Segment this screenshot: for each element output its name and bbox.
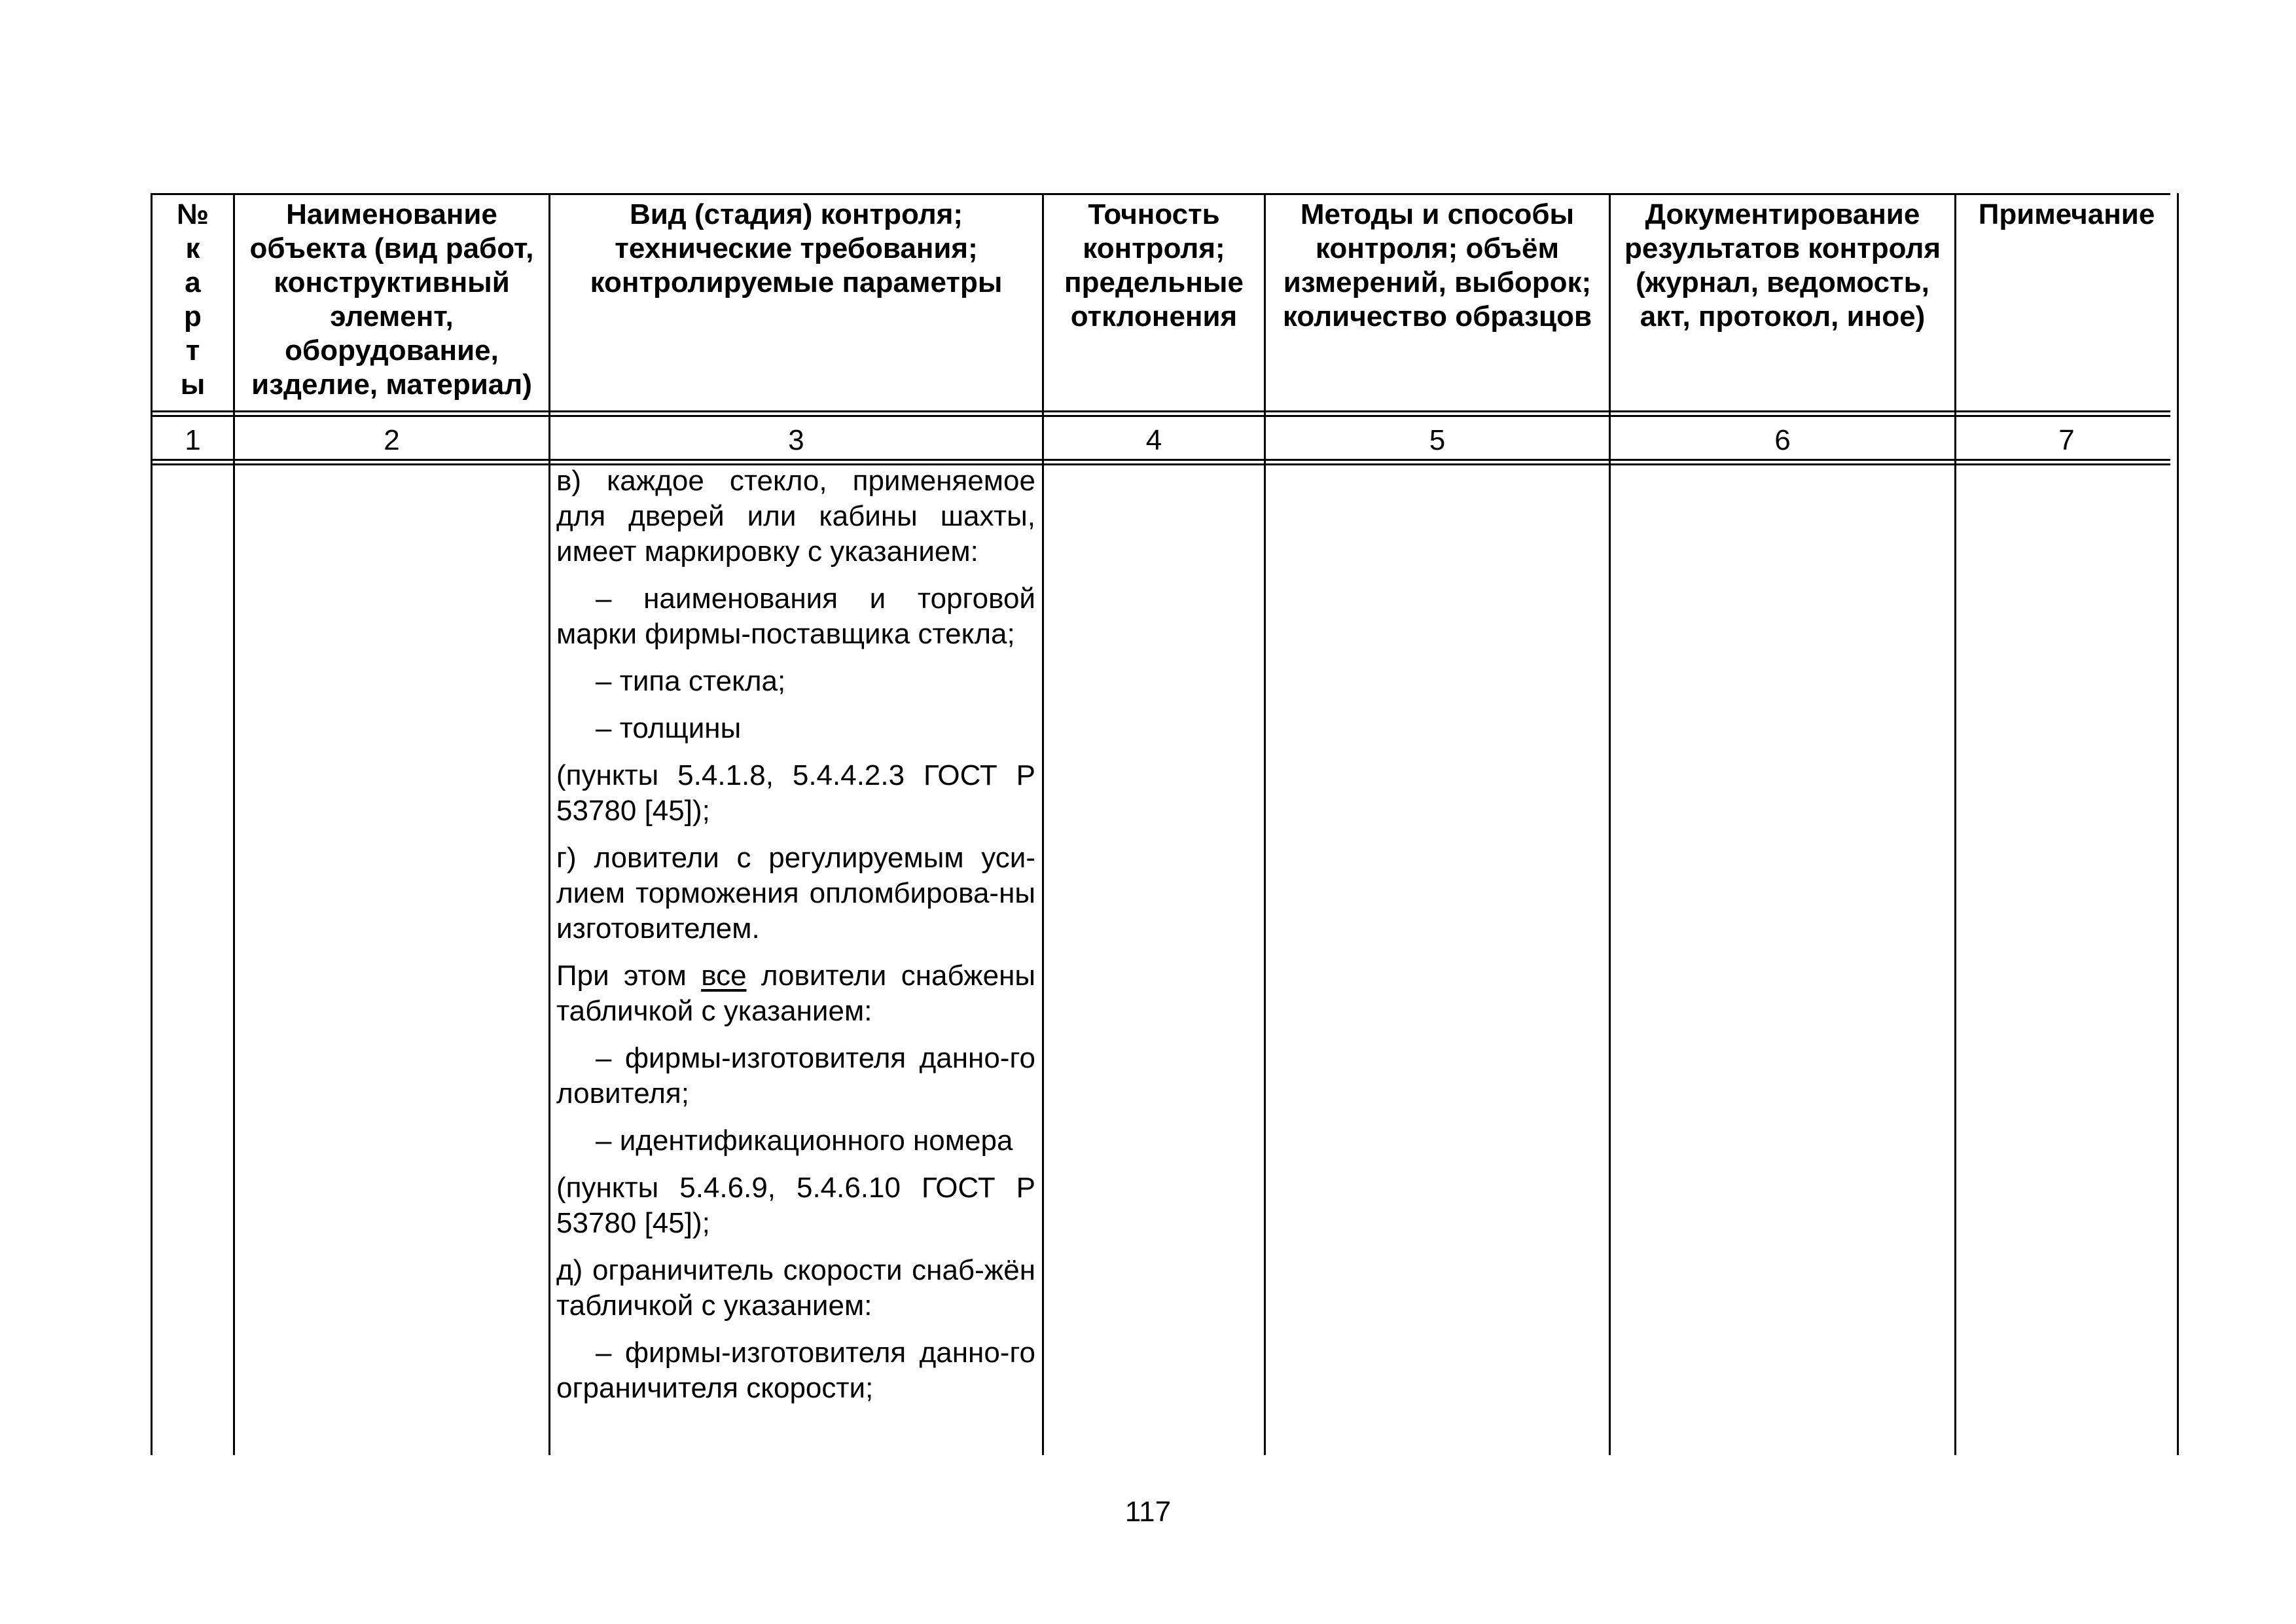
header-documentation: Документирование результатов контроля (журнал, ведомость, акт, протокол, иное) — [1624, 198, 1941, 333]
list-item-identification-number: – идентификационного номера — [596, 1125, 1013, 1157]
header-control-type: Вид (стадия) контроля; технические требования; контролируемые параметры — [590, 198, 1003, 298]
column-divider-5-6 — [1609, 193, 1611, 1455]
column-number-4: 4 — [1145, 424, 1162, 456]
list-item-thickness: – толщины — [596, 712, 742, 744]
list-item-manufacturer-safety-gear: – фирмы-изготовителя данно-го ловителя; — [556, 1042, 1035, 1110]
number-row-divider-1 — [151, 459, 2170, 461]
header-divider-2 — [151, 415, 2170, 417]
paragraph-speed-limiter: д) ограничитель скорости снаб-жён табличкой с указанием: — [556, 1254, 1035, 1322]
paragraph-glass-marking: в) каждое стекло, применяемое для дверей или кабины шахты, имеет маркировку с указанием: — [556, 465, 1035, 568]
paragraph-safety-gear-plate — [556, 958, 1035, 1029]
text-segment: ловители снабжены табличкой с указанием: — [556, 960, 1035, 1027]
paragraph-reference-1: (пункты 5.4.1.8, 5.4.4.2.3 ГОСТ Р 53780 [45]); — [556, 759, 1035, 827]
column-number-3: 3 — [788, 424, 804, 456]
header-note: Примечание — [1978, 198, 2155, 230]
header-accuracy: Точность контроля; предельные отклонения — [1064, 198, 1244, 333]
paragraph-reference-2: (пункты 5.4.6.9, 5.4.6.10 ГОСТ Р 53780 [45]); — [556, 1172, 1035, 1239]
list-item-supplier-name: – наименования и торговой марки фирмы-поставщика стекла; — [556, 583, 1035, 650]
header-object-name: Наименование объекта (вид работ, конструктивный элемент, оборудование, изделие, материал) — [249, 198, 534, 401]
column-divider-2-3 — [548, 193, 550, 1455]
list-item-manufacturer-speed-limiter: – фирмы-изготовителя данно-го ограничителя скорости; — [556, 1337, 1035, 1404]
table-top-border — [151, 193, 2170, 195]
paragraph-safety-gear: г) ловители с регулируемым уси-лием торможения опломбирова-ны изготовителем. — [556, 842, 1035, 945]
list-item-glass-type: – типа стекла; — [596, 665, 786, 697]
column-number-5: 5 — [1429, 424, 1446, 456]
column-number-2: 2 — [384, 424, 400, 456]
header-card-number: № к а р т ы — [176, 198, 209, 401]
column-number-1: 1 — [185, 424, 201, 456]
table-right-border — [2177, 193, 2179, 1455]
column-number-6: 6 — [1774, 424, 1791, 456]
column-number-7: 7 — [2058, 424, 2075, 456]
column-divider-6-7 — [1954, 193, 1956, 1455]
underlined-word: все — [701, 960, 747, 992]
text-segment: При этом — [556, 960, 702, 992]
page-number: 117 — [1124, 1496, 1172, 1528]
column-3-content — [556, 463, 1035, 1418]
header-methods: Методы и способы контроля; объём измерений, выборок; количество образцов — [1282, 198, 1592, 333]
column-divider-3-4 — [1042, 193, 1044, 1455]
column-divider-4-5 — [1264, 193, 1266, 1455]
header-divider-1 — [151, 410, 2170, 412]
number-row-divider-2 — [151, 463, 2170, 465]
